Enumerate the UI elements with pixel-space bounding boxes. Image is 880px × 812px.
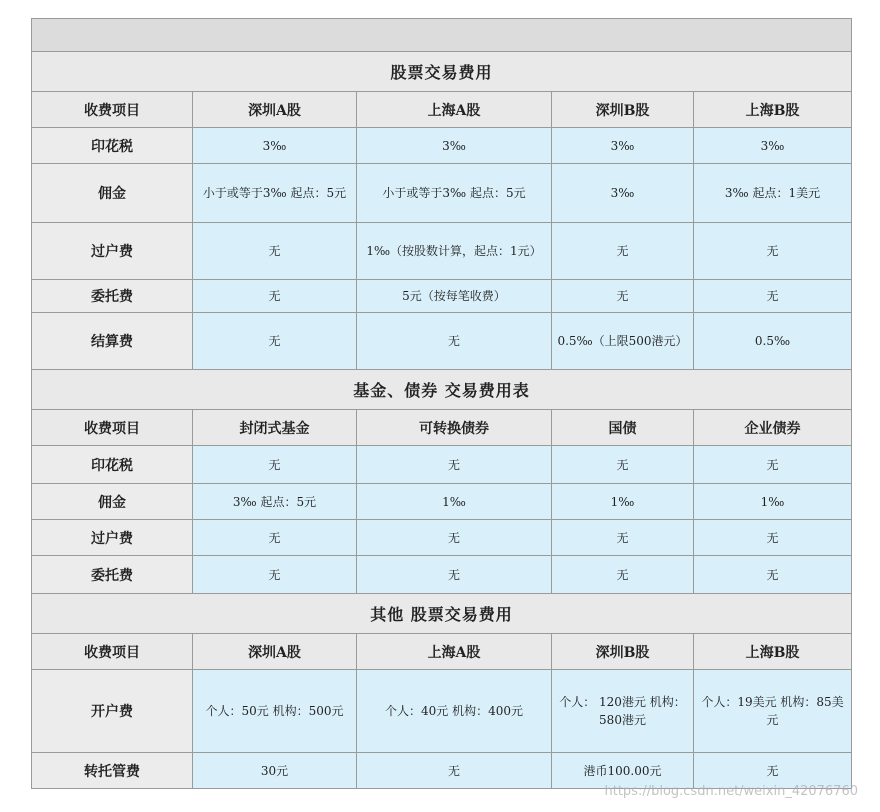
table-cell: 小于或等于3‰ 起点：5元 xyxy=(193,164,357,223)
table-cell: 1‰（按股数计算，起点：1元） xyxy=(357,223,552,280)
table-cell: 无 xyxy=(552,520,694,556)
table-row xyxy=(32,223,852,280)
table-cell: 3‰ xyxy=(552,128,694,164)
row-label: 开户费 xyxy=(32,670,193,753)
header-cell: 上海B股 xyxy=(694,634,852,670)
fee-tables xyxy=(31,18,851,789)
row-label: 过户费 xyxy=(32,520,193,556)
table-row xyxy=(32,670,852,753)
section-title: 基金、债券 交易费用表 xyxy=(32,370,852,410)
table-cell: 无 xyxy=(193,520,357,556)
header-cell: 上海B股 xyxy=(694,92,852,128)
table-cell: 无 xyxy=(357,520,552,556)
table-cell: 个人：50元 机构：500元 xyxy=(193,670,357,753)
table-cell: 无 xyxy=(694,280,852,313)
table-cell: 无 xyxy=(552,223,694,280)
table-row xyxy=(32,128,852,164)
table-row xyxy=(32,280,852,313)
table-cell: 个人：40元 机构：400元 xyxy=(357,670,552,753)
table-row xyxy=(32,484,852,520)
header-row xyxy=(32,410,852,446)
row-label: 佣金 xyxy=(32,484,193,520)
table-cell: 小于或等于3‰ 起点：5元 xyxy=(357,164,552,223)
section-title: 股票交易费用 xyxy=(32,52,852,92)
row-label: 结算费 xyxy=(32,313,193,370)
table-cell: 无 xyxy=(694,753,852,789)
table-cell: 无 xyxy=(694,556,852,594)
table-cell: 无 xyxy=(552,446,694,484)
table-cell: 无 xyxy=(193,223,357,280)
table-cell: 个人： 120港元 机构： 580港元 xyxy=(552,670,694,753)
row-label: 印花税 xyxy=(32,446,193,484)
table-cell: 无 xyxy=(552,556,694,594)
table-cell: 1‰ xyxy=(552,484,694,520)
section-title-stock-fees xyxy=(32,52,852,92)
table-row xyxy=(32,313,852,370)
row-label: 佣金 xyxy=(32,164,193,223)
header-cell: 深圳A股 xyxy=(193,634,357,670)
header-cell: 国债 xyxy=(552,410,694,446)
header-cell: 深圳B股 xyxy=(552,92,694,128)
header-row xyxy=(32,634,852,670)
header-cell: 深圳A股 xyxy=(193,92,357,128)
table-cell: 港币100.00元 xyxy=(552,753,694,789)
table-cell: 无 xyxy=(694,223,852,280)
table-cell: 无 xyxy=(357,313,552,370)
row-label: 转托管费 xyxy=(32,753,193,789)
header-row xyxy=(32,92,852,128)
table-cell: 无 xyxy=(193,280,357,313)
blank-top-row xyxy=(32,19,852,52)
table-cell: 1‰ xyxy=(357,484,552,520)
header-cell: 收费项目 xyxy=(32,634,193,670)
fee-table xyxy=(31,18,852,789)
section-title: 其他 股票交易费用 xyxy=(32,594,852,634)
table-cell: 3‰ xyxy=(552,164,694,223)
header-cell: 封闭式基金 xyxy=(193,410,357,446)
table-cell: 5元（按每笔收费） xyxy=(357,280,552,313)
table-cell: 0.5‰（上限500港元） xyxy=(552,313,694,370)
header-cell: 企业债券 xyxy=(694,410,852,446)
row-label: 委托费 xyxy=(32,556,193,594)
row-label: 委托费 xyxy=(32,280,193,313)
watermark-url: https://blog.csdn.net/weixin_42076760 xyxy=(604,784,858,799)
table-row xyxy=(32,520,852,556)
table-row xyxy=(32,446,852,484)
header-cell: 收费项目 xyxy=(32,410,193,446)
table-cell: 无 xyxy=(552,280,694,313)
table-cell: 无 xyxy=(694,520,852,556)
table-cell: 无 xyxy=(357,446,552,484)
table-cell: 个人：19美元 机构：85美元 xyxy=(694,670,852,753)
table-cell: 无 xyxy=(193,446,357,484)
table-cell: 1‰ xyxy=(694,484,852,520)
table-cell: 3‰ 起点：1美元 xyxy=(694,164,852,223)
table-cell: 30元 xyxy=(193,753,357,789)
table-cell: 无 xyxy=(357,556,552,594)
row-label: 印花税 xyxy=(32,128,193,164)
header-cell: 深圳B股 xyxy=(552,634,694,670)
table-cell: 3‰ xyxy=(694,128,852,164)
table-row xyxy=(32,556,852,594)
section-title-fund-bond-fees xyxy=(32,370,852,410)
row-label: 过户费 xyxy=(32,223,193,280)
table-cell: 无 xyxy=(694,446,852,484)
header-cell: 收费项目 xyxy=(32,92,193,128)
table-cell: 3‰ xyxy=(357,128,552,164)
header-cell: 可转换债券 xyxy=(357,410,552,446)
table-cell: 无 xyxy=(193,313,357,370)
table-cell: 3‰ 起点：5元 xyxy=(193,484,357,520)
table-cell: 无 xyxy=(193,556,357,594)
table-cell: 无 xyxy=(357,753,552,789)
table-cell: 0.5‰ xyxy=(694,313,852,370)
table-row xyxy=(32,164,852,223)
table-cell: 3‰ xyxy=(193,128,357,164)
header-cell: 上海A股 xyxy=(357,92,552,128)
section-title-other-fees xyxy=(32,594,852,634)
header-cell: 上海A股 xyxy=(357,634,552,670)
